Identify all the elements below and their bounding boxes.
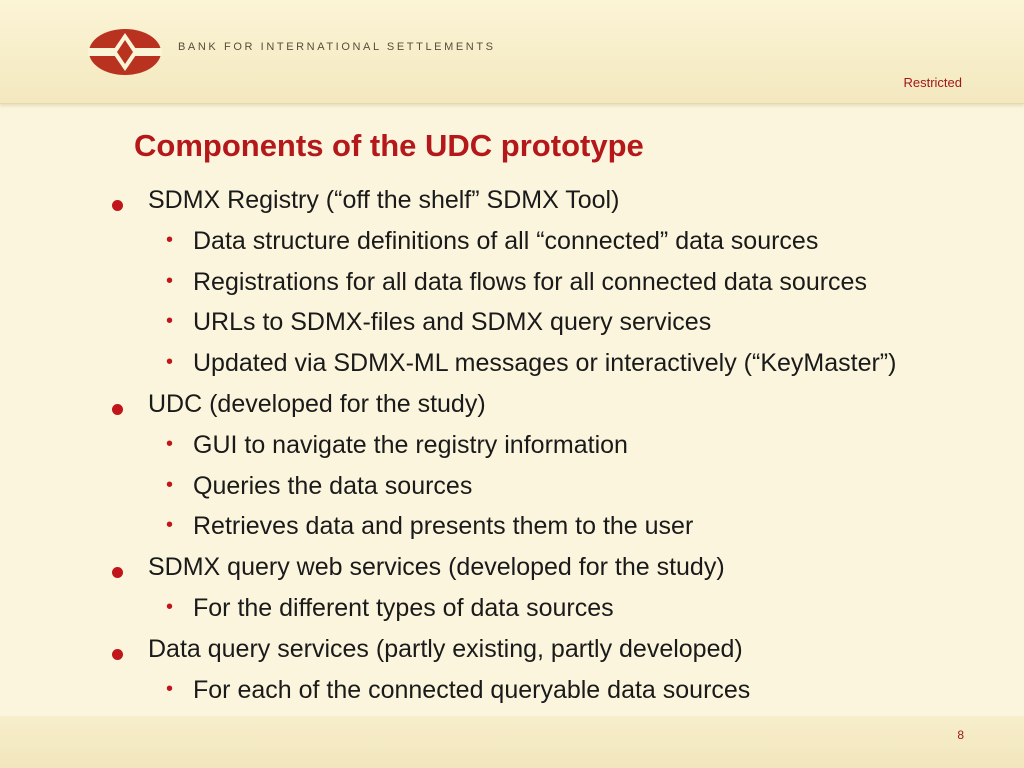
bullet-item-level1 xyxy=(0,553,1024,593)
bullet-dot-icon: • xyxy=(166,433,174,455)
slide-header xyxy=(0,0,1024,104)
bullet-text: Queries the data sources xyxy=(193,472,473,500)
bullet-dot-icon: • xyxy=(166,474,174,496)
bullet-dot-icon xyxy=(112,649,123,660)
bullet-item-level2 xyxy=(0,676,1024,716)
bullet-dot-icon xyxy=(112,404,123,415)
bullet-dot-icon xyxy=(112,200,123,211)
bullet-text: URLs to SDMX-files and SDMX query services xyxy=(193,308,712,336)
bullet-dot-icon: • xyxy=(166,310,174,332)
slide-title: Components of the UDC prototype xyxy=(134,128,644,163)
bullet-dot-icon: • xyxy=(166,596,174,618)
bullet-dot-icon: • xyxy=(166,514,174,536)
bullet-item-level2 xyxy=(0,431,1024,471)
bullet-dot-icon: • xyxy=(166,678,174,700)
bullet-dot-icon: • xyxy=(166,270,174,292)
bullet-text: Data structure definitions of all “connected” data sources xyxy=(193,227,819,255)
bullet-item-level1 xyxy=(0,390,1024,430)
bullet-text: SDMX Registry (“off the shelf” SDMX Tool) xyxy=(148,186,620,214)
slide-footer xyxy=(0,716,1024,768)
bullet-item-level2 xyxy=(0,227,1024,267)
bullet-item-level1 xyxy=(0,186,1024,226)
bullet-item-level2 xyxy=(0,349,1024,389)
bullet-dot-icon: • xyxy=(166,351,174,373)
bis-logo-icon xyxy=(88,28,162,76)
bullet-item-level2 xyxy=(0,308,1024,348)
bullet-dot-icon xyxy=(112,567,123,578)
bullet-item-level1 xyxy=(0,635,1024,675)
bullet-item-level2 xyxy=(0,472,1024,512)
bullet-text: For the different types of data sources xyxy=(193,594,614,622)
classification-label: Restricted xyxy=(903,75,962,90)
bullet-text: SDMX query web services (developed for the study) xyxy=(148,553,725,581)
bullet-text: Registrations for all data flows for all connected data sources xyxy=(193,268,867,296)
bullet-text: UDC (developed for the study) xyxy=(148,390,486,418)
bullet-text: For each of the connected queryable data sources xyxy=(193,676,751,704)
organization-name: BANK FOR INTERNATIONAL SETTLEMENTS xyxy=(178,41,496,53)
bullet-dot-icon: • xyxy=(166,229,174,251)
bullet-text: Data query services (partly existing, partly developed) xyxy=(148,635,743,663)
bullet-item-level2 xyxy=(0,512,1024,552)
bullet-item-level2 xyxy=(0,594,1024,634)
bullet-text: GUI to navigate the registry information xyxy=(193,431,628,459)
page-number: 8 xyxy=(957,728,964,742)
bullet-text: Updated via SDMX-ML messages or interactively (“KeyMaster”) xyxy=(193,349,897,377)
bullet-text: Retrieves data and presents them to the user xyxy=(193,512,694,540)
bullet-item-level2 xyxy=(0,268,1024,308)
